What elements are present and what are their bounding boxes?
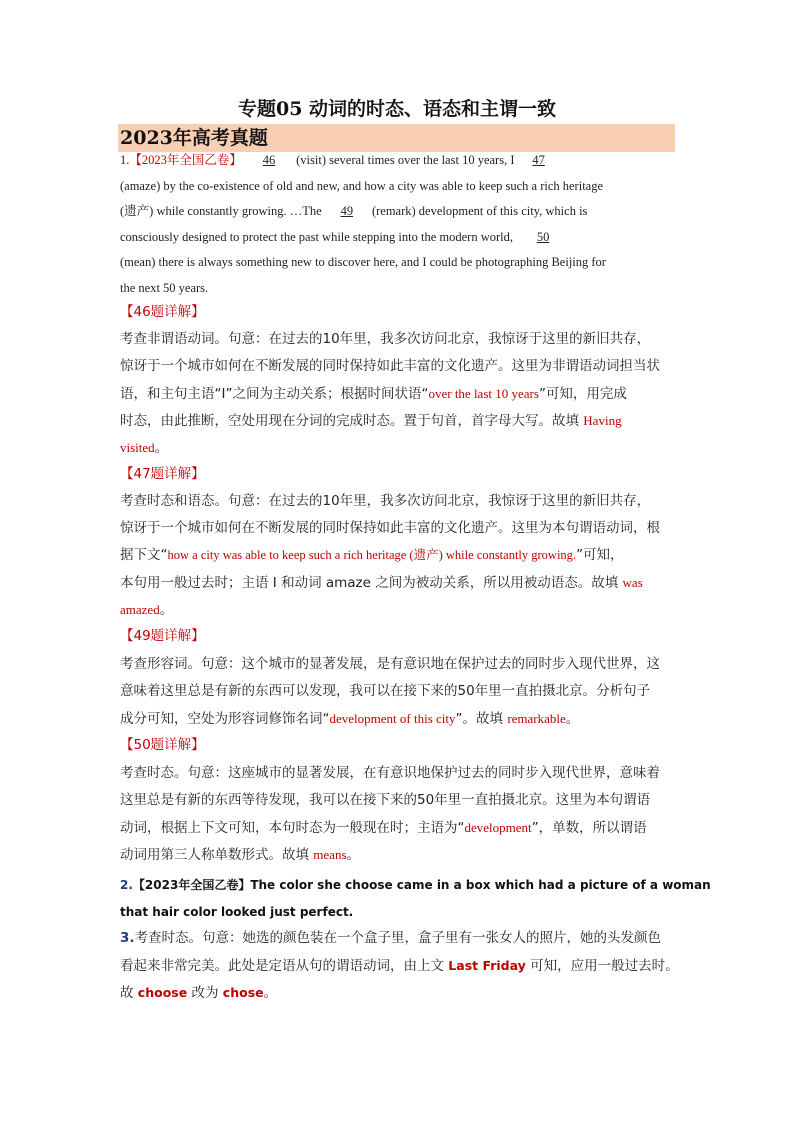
question-1-line-4: consciously designed to protect the past while stepping into the modern world, 50 <box>120 225 680 251</box>
question-source: 【2023年全国乙卷】 <box>129 153 242 167</box>
section-header: 2023年高考真题 <box>118 124 675 152</box>
explanation-46-heading: 【46题详解】 <box>120 304 205 320</box>
blank-46: 46 <box>262 153 276 167</box>
explanation-50: 考查时态。句意：这座城市的显著发展，在有意识地保护过去的同时步入现代世界，意味着 这里总是有新的东西等待发现，我可以在接下来的50年里一直拍摄北京。这里为本句谓语 动词，根据上下文可知，本句时态为一般现在时；主语为“development”，单数，所以谓语 动词用第三人称单数形式。故填 means。 <box>120 765 660 863</box>
blank-47: 47 <box>532 153 545 167</box>
question-2: 2.【2023年全国乙卷】The color she choose came in a box which had a picture of a woman that hair color looked just perfect. <box>120 878 711 919</box>
question-1-line-1: 1.【2023年全国乙卷】 46 (visit) several times over the last 10 years, I 47 <box>120 148 680 174</box>
question-number: 2. <box>120 878 133 892</box>
question-number: 3. <box>120 930 135 946</box>
blank-50: 50 <box>536 229 550 244</box>
question-source: 【2023年全国乙卷】 <box>132 878 251 892</box>
question-1-line-5: (mean) there is always something new to discover here, and I could be photographing Beijing for <box>120 255 606 269</box>
explanation-47-heading: 【47题详解】 <box>120 466 205 482</box>
question-3: 3.考查时态。句意：她选的颜色装在一个盒子里，盒子里有一张女人的照片，她的头发颜色 看起来非常完美。此处是定语从句的谓语动词，由上文 Last Friday 可知，应用一般过去时。 故 choose 改为 chose。 <box>120 930 679 1001</box>
question-1-line-6: the next 50 years. <box>120 280 209 295</box>
question-number: 1. <box>120 153 130 167</box>
question-1-line-2: (amaze) by the co-existence of old and new, and how a city was able to keep such a rich heritage <box>120 178 604 193</box>
blank-49: 49 <box>340 204 354 218</box>
explanation-50-heading: 【50题详解】 <box>120 737 205 753</box>
explanation-46: 考查非谓语动词。句意：在过去的10年里，我多次访问北京，我惊讶于这里的新旧共存， 惊讶于一个城市如何在不断发展的同时保持如此丰富的文化遗产。这里为非谓语动词担当状 语，和主句主语“I”之间为主动关系；根据时间状语“over the last 10 years”可知，用完成 时态，由此推断，空处用现在分词的完成时态。置于句首，首字母大写。故填 Having visited。 <box>120 331 660 456</box>
page-title: 专题05 动词的时态、语态和主谓一致 <box>237 98 557 120</box>
explanation-49: 考查形容词。句意：这个城市的显著发展，是有意识地在保护过去的同时步入现代世界，这 意味着这里总是有新的东西可以发现，我可以在接下来的50年里一直拍摄北京。分析句子 成分可知，空处为形容词修饰名词“development of this city”。故填 remarkable。 <box>120 656 660 727</box>
explanation-49-heading: 【49题详解】 <box>120 628 205 644</box>
question-1-line-3: (遗产) while constantly growing. …The 49 (remark) development of this city, which is <box>120 199 680 225</box>
explanation-47: 考查时态和语态。句意：在过去的10年里，我多次访问北京，我惊讶于这里的新旧共存， 惊讶于一个城市如何在不断发展的同时保持如此丰富的文化遗产。这里为本句谓语动词，根 据下文“how a city was able to keep such a rich heritage (遗产) while constantly growing.”可知， 本句用一般过去时；主语 I 和动词 amaze 之间为被动关系，所以用被动语态。故填 was amazed。 <box>120 493 660 618</box>
question-1 <box>120 148 680 301</box>
